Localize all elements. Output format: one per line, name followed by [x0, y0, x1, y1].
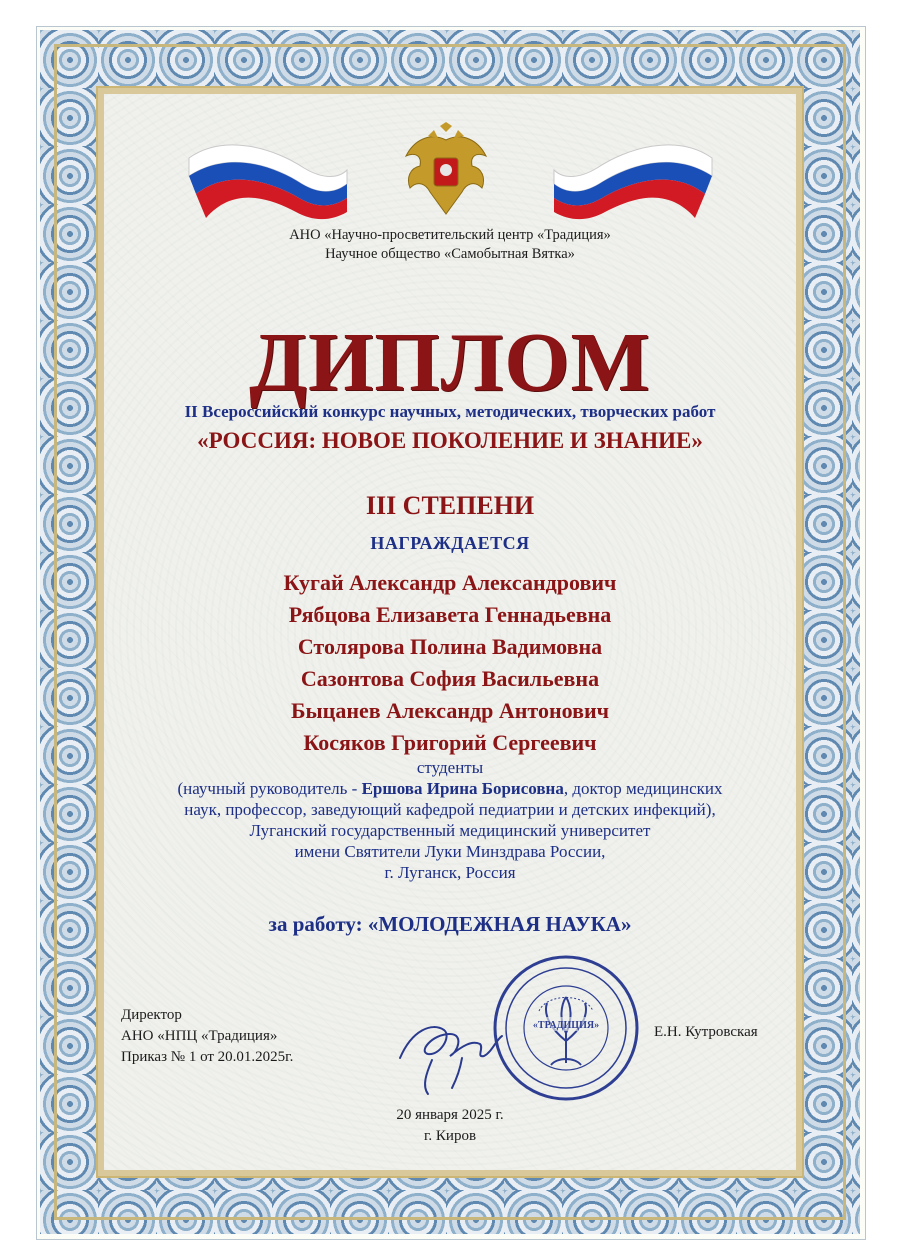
awardee-name: Быцанев Александр Антонович	[290, 698, 610, 723]
issue-place: г. Киров	[423, 1128, 477, 1144]
awardee-name: Кугай Александр Александрович	[283, 570, 617, 595]
date-place-block	[104, 1105, 796, 1147]
supervisor-prefix: (научный руководитель -	[177, 779, 362, 798]
organizer-line-2: Научное общество «Самобытная Вятка»	[325, 246, 575, 262]
city-line: г. Луганск, Россия	[384, 863, 516, 882]
signer-block	[121, 1005, 293, 1068]
russian-flag-ribbon-left-icon	[184, 128, 349, 223]
organizer-block	[104, 226, 796, 264]
awardee-name: Сазонтова София Васильевна	[300, 666, 600, 691]
signer-org: АНО «НПЦ «Традиция»	[121, 1028, 278, 1044]
organization-seal-icon	[491, 953, 641, 1103]
supervisor-line	[104, 778, 796, 799]
awardee-list	[104, 567, 796, 759]
status-label: студенты	[416, 758, 484, 777]
work-title: за работу: «МОЛОДЕЖНАЯ НАУКА»	[268, 912, 632, 936]
awarded-label: НАГРАЖДАЕТСЯ	[370, 533, 530, 553]
diploma-title: ДИПЛОМ	[249, 316, 651, 409]
coat-of-arms-eagle-icon	[400, 122, 492, 220]
signer-position: Директор	[121, 1007, 182, 1023]
organizer-line-1: АНО «Научно-просветительский центр «Традиция»	[289, 227, 611, 243]
university-line-1: Луганский государственный медицинский университет	[249, 821, 651, 840]
awardee-name: Рябцова Елизавета Геннадьевна	[288, 602, 612, 627]
contest-name: «РОССИЯ: НОВОЕ ПОКОЛЕНИЕ И ЗНАНИЕ»	[197, 428, 703, 453]
supervisor-title-1: , доктор медицинских	[563, 779, 723, 798]
degree-label: III СТЕПЕНИ	[365, 491, 535, 520]
awardee-name: Косяков Григорий Сергеевич	[303, 730, 597, 755]
supervisor-title-2: наук, профессор, заведующий кафедрой педиатрии и детских инфекций),	[184, 800, 716, 819]
signer-order: Приказ № 1 от 20.01.2025г.	[121, 1049, 294, 1065]
awardee-details	[104, 757, 796, 883]
issue-date: 20 января 2025 г.	[396, 1107, 504, 1123]
awardee-name: Столярова Полина Вадимовна	[297, 634, 603, 659]
university-line-2: имени Святители Луки Минздрава России,	[294, 842, 606, 861]
supervisor-name: Ершова Ирина Борисовна	[361, 779, 564, 798]
contest-line: II Всероссийский конкурс научных, методических, творческих работ	[184, 402, 716, 421]
russian-flag-ribbon-right-icon	[552, 128, 717, 223]
seal-center-text: «ТРАДИЦИЯ»	[532, 1020, 600, 1031]
signer-name: Е.Н. Кутровская	[654, 1024, 758, 1040]
